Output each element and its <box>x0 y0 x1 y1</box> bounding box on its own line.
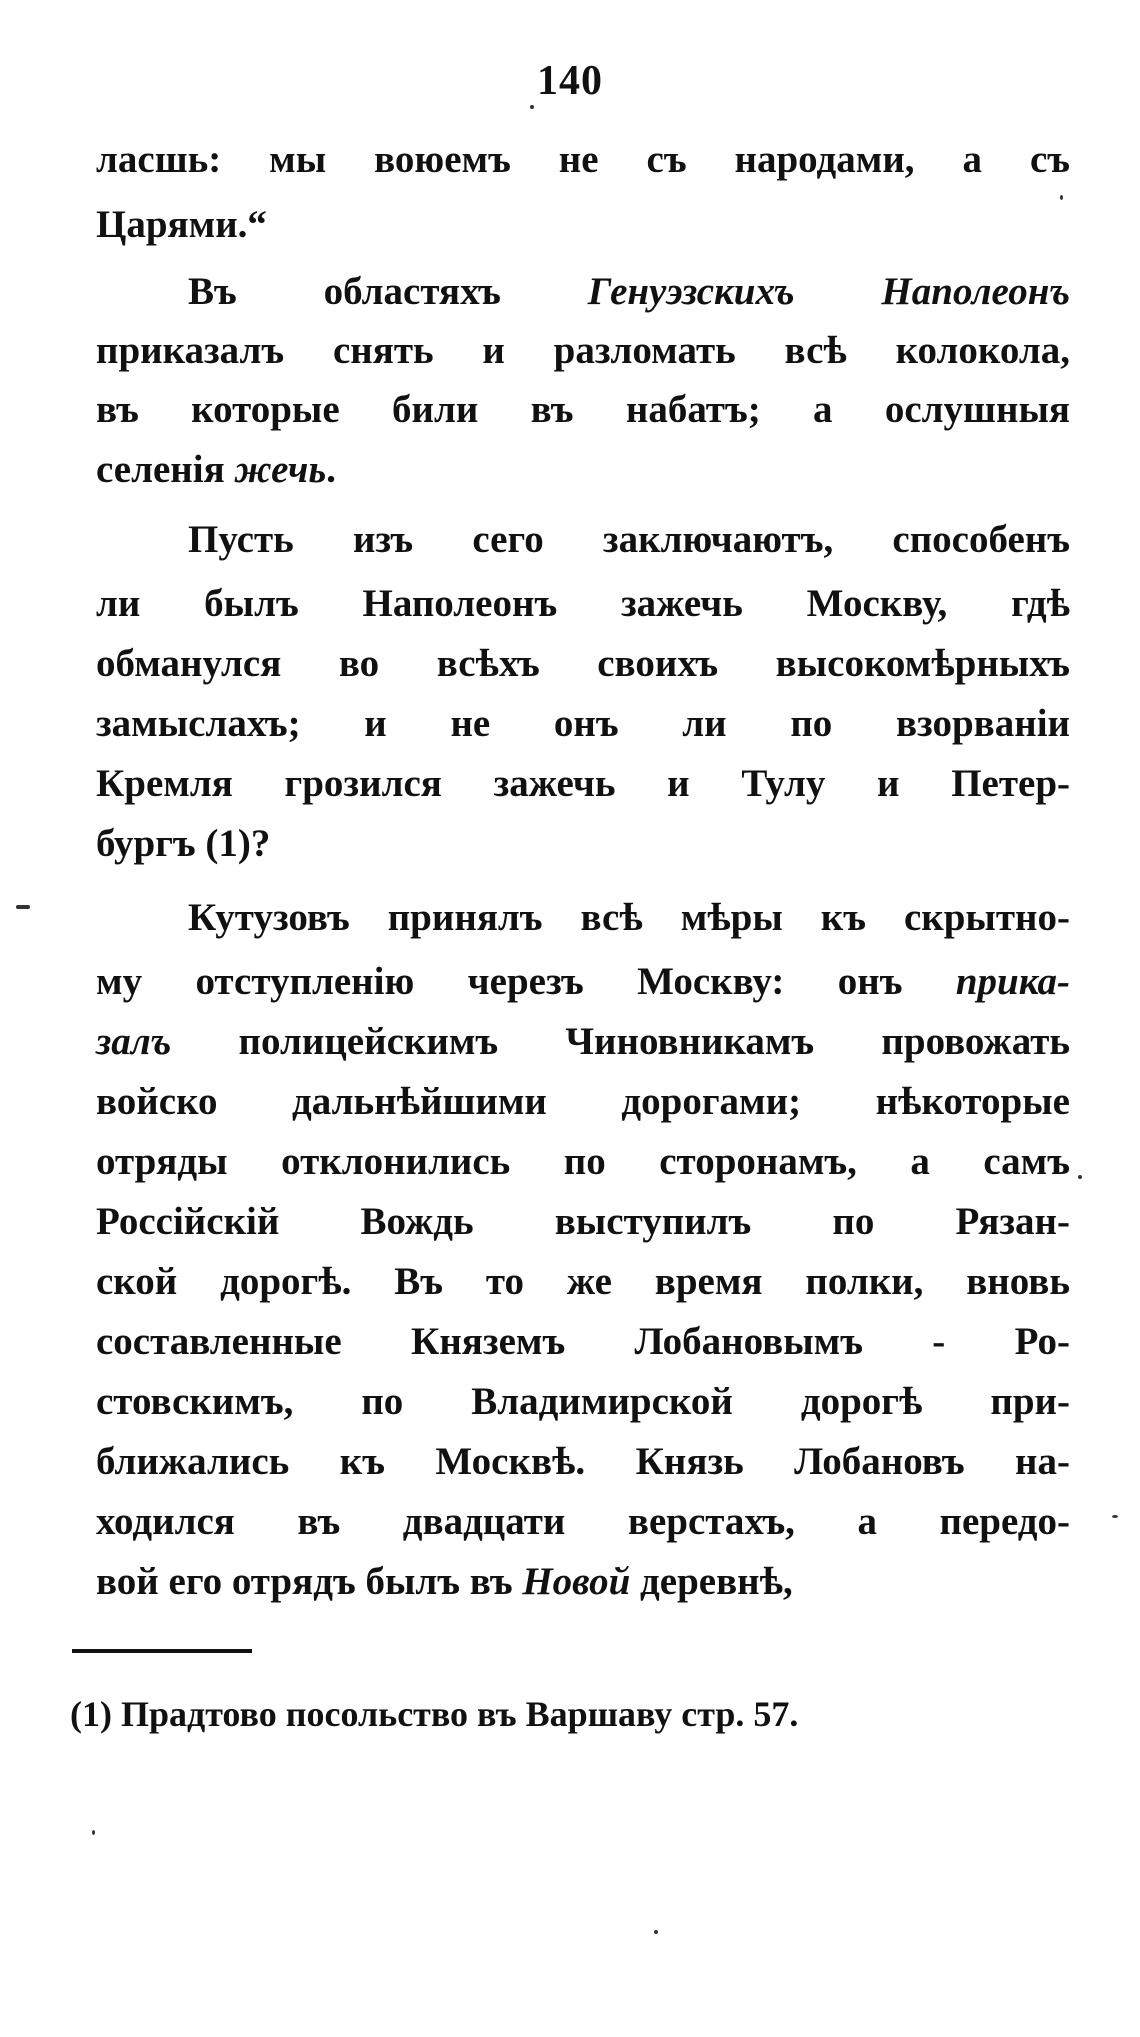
text-run: отряды отклонились по сторонамъ, а самъ <box>96 1140 1070 1183</box>
scan-speck <box>1112 1515 1118 1518</box>
text-line <box>96 130 1070 189</box>
text-run: ближались къ Москвѣ. Князь Лобановъ на- <box>96 1440 1070 1483</box>
text-run: стовскимъ, по Владимирской дорогѣ при- <box>96 1380 1070 1423</box>
italic-text: залъ <box>96 1020 172 1063</box>
text-line <box>96 380 1070 439</box>
text-line <box>96 1552 1070 1611</box>
text-line <box>96 634 1070 693</box>
text-run: ходился въ двадцати верстахъ, а передо- <box>96 1500 1070 1543</box>
scan-speck <box>530 105 534 109</box>
text-run: Россійскій Вождь выступилъ по Рязан- <box>96 1200 1070 1243</box>
text-line <box>96 888 1070 947</box>
text-run: ли былъ Наполеонъ зажечь Москву, гдѣ <box>96 582 1070 625</box>
text-line <box>96 1492 1070 1551</box>
text-run: . <box>326 448 336 491</box>
text-run: ласшь: мы воюемъ не съ народами, а съ <box>96 138 1070 181</box>
text-line <box>96 1072 1070 1131</box>
text-line <box>96 262 1070 321</box>
italic-text: жечь <box>234 448 327 491</box>
page-number: 140 <box>537 58 603 104</box>
italic-text: Новой <box>522 1560 631 1603</box>
text-run: Кремля грозился зажечь и Тулу и Петер- <box>96 762 1070 805</box>
text-line <box>96 195 1070 254</box>
text-run: замыслахъ; и не онъ ли по взорваніи <box>96 702 1070 745</box>
text-run: приказалъ снять и разломать всѣ колокола, <box>96 329 1070 372</box>
text-line <box>96 952 1070 1011</box>
scan-speck <box>16 905 30 909</box>
text-line <box>96 510 1070 569</box>
text-line <box>96 1252 1070 1311</box>
text-line <box>96 1432 1070 1491</box>
scan-speck <box>92 1830 95 1835</box>
text-run: ской дорогѣ. Въ то же время полки, вновь <box>96 1260 1070 1303</box>
text-line <box>96 1312 1070 1371</box>
text-run: обманулся во всѣхъ своихъ высокомѣрныхъ <box>96 642 1070 685</box>
scan-speck <box>1060 195 1063 200</box>
text-run: вой его отрядъ былъ въ <box>96 1560 523 1603</box>
text-line <box>96 574 1070 633</box>
text-line <box>96 694 1070 753</box>
text-run: Царями.“ <box>96 203 267 246</box>
footnote-rule <box>72 1649 252 1653</box>
text-line <box>96 321 1070 380</box>
text-run: Въ областяхъ <box>188 270 588 313</box>
text-run: Кутузовъ принялъ всѣ мѣры къ скрытно- <box>188 896 1070 939</box>
italic-text: прика- <box>955 960 1070 1003</box>
text-line <box>96 1192 1070 1251</box>
text-run: въ которые били въ набатъ; а ослушныя <box>96 388 1070 431</box>
text-run: селенія <box>96 448 235 491</box>
text-line <box>96 1132 1070 1191</box>
text-line <box>96 1012 1070 1071</box>
text-run: деревнѣ, <box>630 1560 793 1603</box>
scan-speck <box>654 1930 658 1934</box>
footnote: (1) Прадтово посольство въ Варшаву стр. 57. <box>70 1694 799 1734</box>
text-run: бургъ (1)? <box>96 822 271 865</box>
italic-text: Генуэзскихъ Наполеонъ <box>587 270 1070 313</box>
text-run: войско дальнѣйшими дорогами; нѣкоторые <box>96 1080 1070 1123</box>
text-run: Пусть изъ сего заключаютъ, способенъ <box>188 518 1070 561</box>
text-line <box>96 754 1070 813</box>
text-line <box>96 440 1070 499</box>
text-line <box>96 1372 1070 1431</box>
text-line <box>96 814 1070 873</box>
text-run: составленные Княземъ Лобановымъ - Ро- <box>96 1320 1070 1363</box>
scan-speck <box>1078 1175 1082 1179</box>
text-run: му отступленію черезъ Москву: онъ <box>96 960 956 1003</box>
text-run: полицейскимъ Чиновникамъ провожать <box>171 1020 1070 1063</box>
